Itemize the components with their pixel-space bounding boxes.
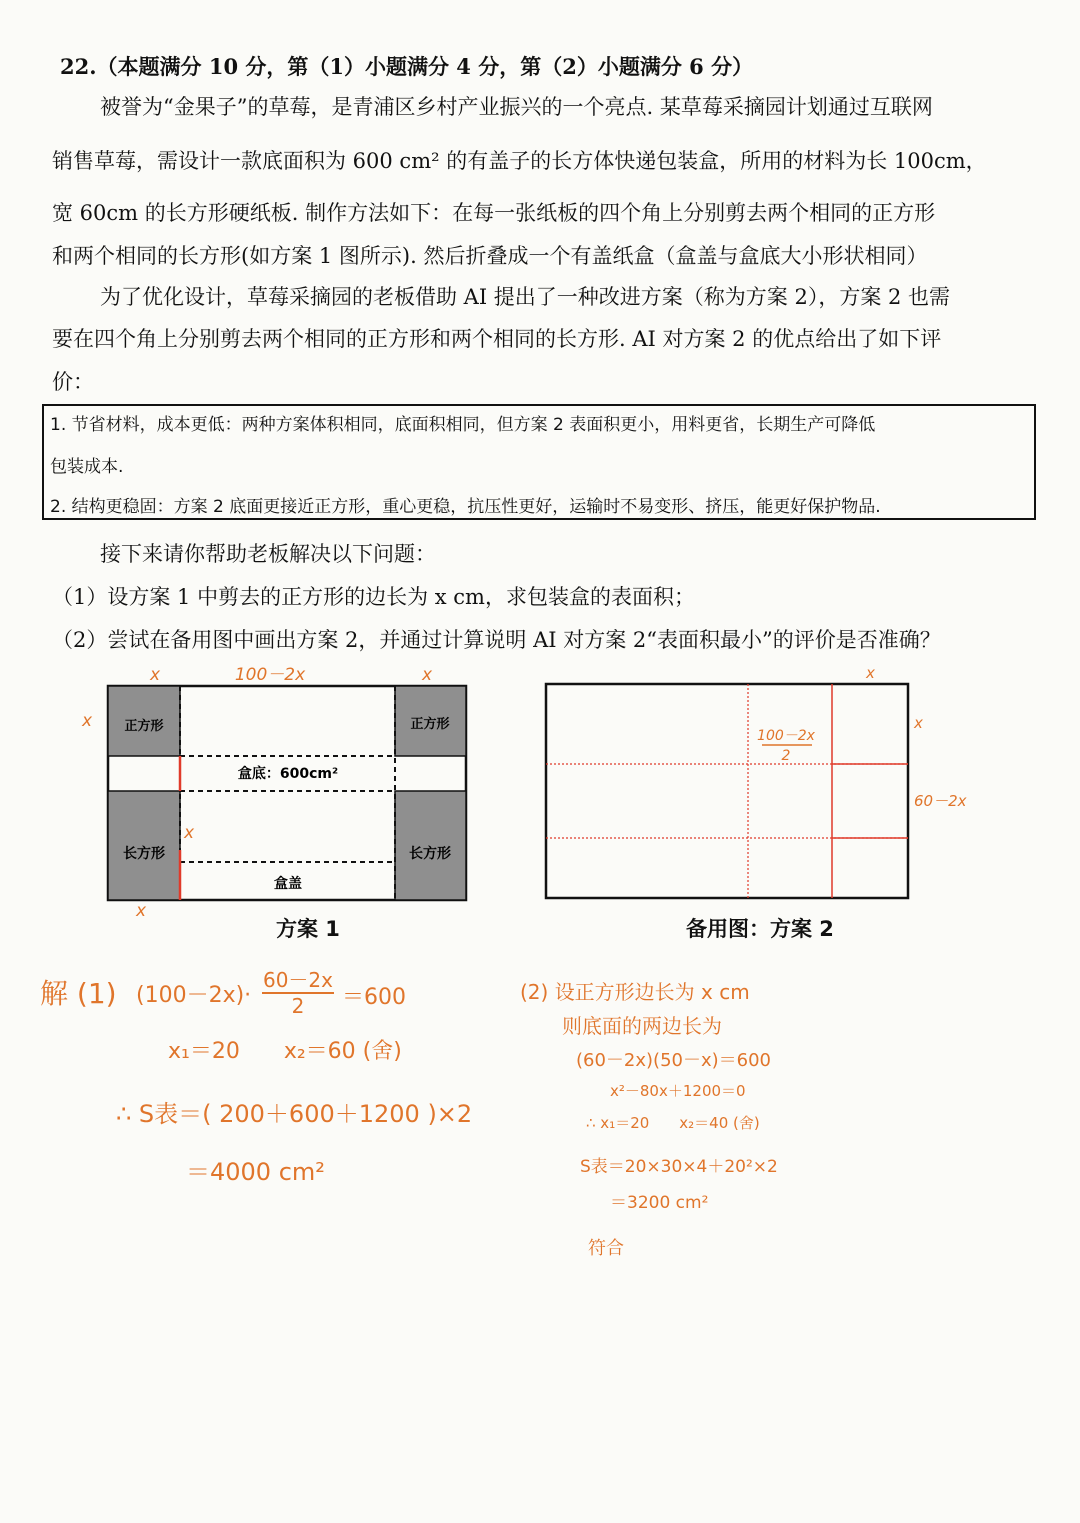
label-lid: 盒盖 [274,876,302,892]
ann-mid: x [184,823,195,843]
ann2-top: x [866,664,875,682]
ann-left: x [82,711,93,731]
label-base: 盒底：600cm² [237,766,339,782]
solution-1-roots: x₁＝20 x₂＝60 (舍) [168,1039,402,1064]
ann-top-right: x [422,665,433,685]
solution-2-line-6: S表＝20×30×4＋20²×2 [580,1157,778,1177]
ann2-frac-num: 100－2x [757,728,815,744]
solution-2-line-7: ＝3200 cm² [610,1193,709,1213]
solution-1-frac-num: 60－2x [262,968,333,992]
ann-top-left: x [150,665,161,685]
solution-1-equation-tail: ＝600 [342,985,406,1010]
evaluation-item-1: 1. 节省材料，成本更低：两种方案体积相同，底面积相同，但方案 2 表面积更小，用料更省，长期生产可降低 [50,415,876,435]
problem-paragraph-4: 和两个相同的长方形(如方案 1 图所示). 然后折叠成一个有盖纸盒（盒盖与盒底大小形状相同） [52,244,928,268]
ann-bottom: x [136,901,147,920]
evaluation-item-1-cont: 包装成本. [50,457,124,477]
problem-paragraph-8: 接下来请你帮助老板解决以下问题： [100,542,436,566]
problem-paragraph-6: 要在四个角上分别剪去两个相同的正方形和两个相同的长方形. AI 对方案 2 的优点给出了如下评 [52,327,942,351]
question-2: （2）尝试在备用图中画出方案 2，并通过计算说明 AI 对方案 2“表面积最小”的评价是否准确？ [52,628,941,652]
ann2-right-2: 60－2x [914,792,967,810]
label-rect-bl: 长方形 [123,846,165,862]
solution-2-line-5: ∴ x₁＝20 x₂＝40 (舍) [586,1114,760,1132]
figure-2-caption: 备用图：方案 2 [686,917,834,941]
label-square-tl: 正方形 [124,719,164,734]
problem-paragraph-5: 为了优化设计，草莓采摘园的老板借助 AI 提出了一种改进方案（称为方案 2），方案 2 也需 [100,285,951,309]
ann2-right-1: x [914,714,923,732]
solution-1-frac-den: 2 [291,994,305,1018]
problem-paragraph-1: 被誉为“金果子”的草莓，是青浦区乡村产业振兴的一个亮点. 某草莓采摘园计划通过互联网 [100,95,933,119]
solution-2-line-3: (60－2x)(50－x)＝600 [576,1050,772,1071]
solution-2-line-4: x²－80x＋1200＝0 [610,1082,746,1100]
solution-2-line-2: 则底面的两边长为 [562,1014,722,1038]
evaluation-item-2: 2. 结构更稳固：方案 2 底面更接近正方形，重心更稳，抗压性更好，运输时不易变形、挤压，能更好保护物品. [50,497,881,517]
problem-paragraph-3: 宽 60cm 的长方形硬纸板. 制作方法如下：在每一张纸板的四个角上分别剪去两个相同的正方形 [52,201,936,225]
figure-plan-1 [70,660,490,920]
ann-top-mid: 100－2x [234,665,306,685]
ai-evaluation-box [42,404,1036,520]
figure-plan-2 [530,660,980,910]
solution-2-line-1: (2) 设正方形边长为 x cm [520,980,750,1004]
solution-1-equation: (100－2x)· [136,983,252,1008]
solution-1-label: 解 (1) [40,977,117,1010]
ann2-frac-den: 2 [781,748,791,764]
question-1: （1）设方案 1 中剪去的正方形的边长为 x cm，求包装盒的表面积； [52,585,695,609]
figure-1-caption: 方案 1 [276,917,340,941]
label-square-tr: 正方形 [410,717,450,732]
solution-1-result: ＝4000 cm² [186,1158,325,1186]
label-rect-br: 长方形 [409,846,451,862]
solution-1-area: ∴ S表＝( 200＋600＋1200 )×2 [116,1100,473,1128]
problem-heading: 22.（本题满分 10 分，第（1）小题满分 4 分，第（2）小题满分 6 分） [60,54,754,79]
problem-paragraph-2: 销售草莓，需设计一款底面积为 600 cm² 的有盖子的长方体快递包装盒，所用的材料为长 100cm， [52,149,987,173]
solution-2-line-8: 符合 [588,1238,624,1259]
problem-paragraph-7: 价： [52,370,94,394]
